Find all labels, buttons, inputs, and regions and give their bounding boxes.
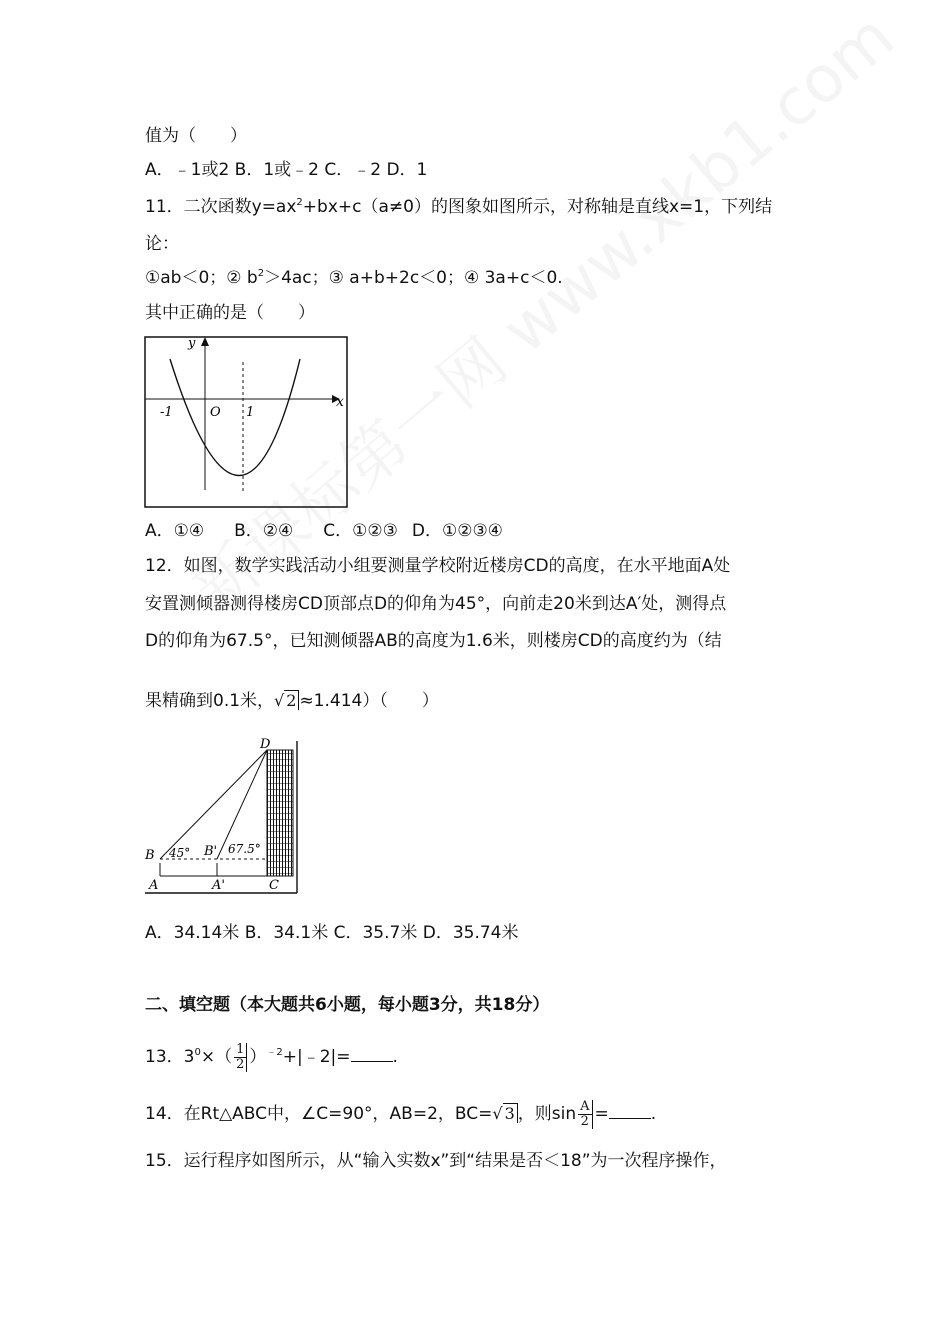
x-label: x (336, 394, 344, 410)
q15-stem: 15．运行程序如图所示，从“输入实数x”到“结果是否＜18”为一次程序操作， (145, 1151, 727, 1171)
fraction-a-over-2: $\frac{A}{2}$ (578, 1100, 592, 1129)
sqrt-2: √ 2 (274, 690, 299, 712)
label-c: C (269, 878, 279, 893)
graph-frame (145, 337, 347, 507)
label-angle-45: 45° (169, 846, 191, 860)
label-d: D (260, 737, 271, 752)
label-a: A (149, 878, 159, 893)
fraction-one-half: $\frac{1}{2}$ (234, 1043, 247, 1072)
origin-label: O (210, 405, 221, 420)
q12-line4: 果精确到0.1米，√ 2 ≈1.414）（ ） (145, 691, 439, 711)
building-cd (267, 750, 293, 876)
q14-answer-blank (609, 1102, 651, 1119)
q14: 14．在Rt△ABC中，∠C=90°，AB=2，BC=√ 3 ，则sin $\frac{A}{2}$ = . (145, 1097, 656, 1131)
q11-stem-cont: 论： (145, 234, 179, 254)
parabola-curve (170, 359, 300, 476)
label-b2: B' (204, 844, 218, 859)
q11-options: A．①④ B．②④ C．①②③ D．①②③④ (145, 521, 503, 541)
q10-tail: 值为（ ） (145, 126, 247, 146)
label-a2: A' (212, 878, 225, 893)
building-figure (140, 736, 305, 898)
q12-options: A．34.14米 B．34.1米 C．35.7米 D．35.74米 (145, 923, 519, 943)
section-2-heading: 二、填空题（本大题共6小题，每小题3分，共18分） (145, 995, 550, 1015)
q11-conditions: ①ab＜0；② $b^2>4ac$；③ a+b+2c＜0；④ 3a+c＜0. (145, 268, 563, 288)
q10-options: A．﹣1或2 B．1或﹣2 C．﹣2 D．1 (145, 160, 428, 180)
tick-1: 1 (246, 405, 255, 420)
q11-ask: 其中正确的是（ ） (145, 303, 315, 323)
y-axis-arrow (201, 337, 209, 346)
y-label: y (188, 336, 196, 351)
q11-stem: 11．二次函数$y=ax^2+bx+c(a\ne 0)$的图象如图所示，对称轴是直线x=1，下列结 (145, 197, 773, 217)
q12-line1: 12．如图，数学实践活动小组要测量学校附近楼房CD的高度，在水平地面A处 (145, 556, 731, 576)
sqrt-3: √ 3 (492, 1097, 517, 1131)
label-angle-67: 67.5° (228, 842, 261, 856)
q12-line3: D的仰角为67.5°，已知测倾器AB的高度为1.6米，则楼房CD的高度约为（结 (145, 631, 722, 651)
label-b: B (145, 848, 155, 863)
tick-neg1: -1 (160, 405, 173, 420)
q13-answer-blank (351, 1045, 393, 1062)
parabola-graph (140, 332, 355, 512)
q12-line2: 安置测倾器测得楼房CD顶部点D的仰角为45°，向前走20米到达A′处，测得点 (145, 594, 727, 614)
q13: 13．$3^0\times$（ $\frac{1}{2}$ ）$^{﹣2}$+|﹣2|= . (145, 1041, 398, 1072)
